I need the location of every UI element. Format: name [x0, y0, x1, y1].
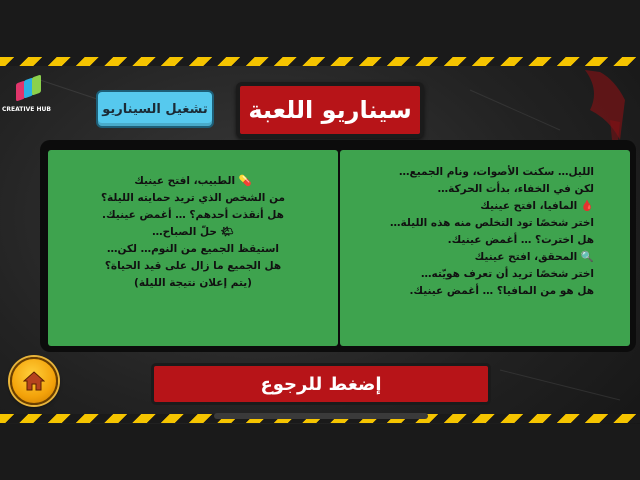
logo-icon: [14, 76, 42, 102]
logo-text: CREATIVE HUB: [2, 106, 51, 113]
scenario-line: (يتم إعلان نتيجة الليلة): [134, 277, 252, 289]
scenario-line: 🩸 المافيا، افتح عينيك: [480, 200, 594, 212]
scenario-line: لكن في الخفاء، بدأت الحركة…: [437, 183, 594, 195]
scenario-line: اختر شخصًا تود التخلص منه هذه الليلة…: [390, 217, 594, 229]
creative-hub-logo: [2, 76, 51, 113]
home-button[interactable]: [10, 357, 58, 405]
scenario-line: هل أنقذت أحدهم؟ … أغمض عينيك.: [102, 209, 284, 221]
bottom-bar-handle: [214, 413, 428, 419]
scenario-card-left: [48, 150, 338, 346]
page-title: سيناريو اللعبة: [236, 82, 424, 138]
scenario-line: من الشخص الذي تريد حمايته الليلة؟: [100, 192, 286, 204]
scenario-line: اختر شخصًا تريد أن تعرف هويّته…: [420, 268, 594, 280]
run-scenario-button[interactable]: تشغيل السيناريو: [96, 90, 214, 128]
scenario-panel: [40, 140, 636, 352]
home-icon: [23, 371, 45, 391]
scenario-line: هل هو من المافيا؟ … أغمض عينيك.: [409, 285, 594, 297]
scenario-line: 💊 الطبيب، افتح عينيك: [134, 175, 252, 187]
scenario-line: استيقظ الجميع من النوم… لكن…: [106, 243, 280, 255]
scenario-line: هل الجميع ما زال على قيد الحياة؟: [104, 260, 282, 272]
scenario-line: 🔍 المحقق، افتح عينيك: [474, 251, 594, 263]
scenario-line: 🌤 حلّ الصباح…: [152, 226, 234, 238]
scenario-line: هل اخترت؟ … أغمض عينيك.: [447, 234, 594, 246]
scenario-card-right: [340, 150, 630, 346]
hazard-stripe-top: [0, 57, 640, 66]
scenario-line: الليل… سكنت الأصوات، ونام الجميع…: [399, 166, 594, 178]
back-button[interactable]: إضغط للرجوع: [151, 363, 491, 405]
